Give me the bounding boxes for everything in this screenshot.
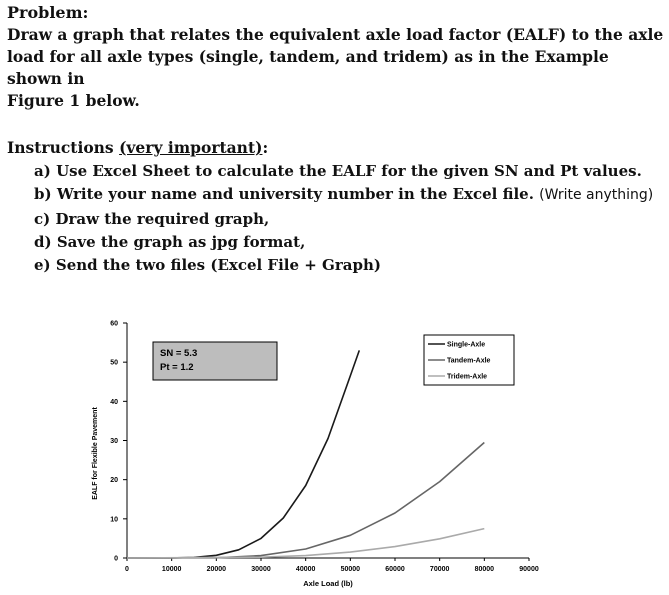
y-tick-label: 30: [110, 438, 118, 445]
item-text: Draw the required graph,: [55, 209, 270, 228]
item-text: Use Excel Sheet to calculate the EALF for the given SN and Pt values.: [56, 162, 642, 180]
x-tick-label: 80000: [474, 566, 495, 573]
item-marker: e): [34, 256, 51, 275]
legend-label: Single-Axle: [447, 341, 486, 349]
item-marker: a): [34, 162, 51, 180]
x-axis-title: Axle Load (lb): [303, 579, 353, 588]
x-tick-label: 70000: [429, 566, 450, 573]
x-tick-label: 60000: [385, 566, 405, 573]
item-marker: c): [34, 209, 51, 228]
problem-line: Figure 1 below.: [7, 91, 140, 110]
legend-label: Tandem-Axle: [447, 357, 491, 365]
problem-heading: Problem:: [7, 3, 89, 22]
x-tick-label: 0: [125, 566, 129, 573]
y-tick-label: 20: [110, 477, 118, 485]
item-text: Save the graph as jpg format,: [56, 232, 306, 251]
instructions-label: Instructions: [7, 138, 114, 157]
x-tick-label: 10000: [161, 566, 182, 573]
item-text: Write your name and university number in the Excel file.: [56, 185, 534, 204]
problem-line: load for all axle types (single, tandem, and tridem) as in the Example shown in: [7, 47, 609, 88]
y-tick-label: 50: [110, 359, 118, 367]
y-tick-label: 40: [110, 398, 118, 406]
series-line: [127, 350, 359, 558]
item-note: (Write anything): [539, 187, 654, 204]
x-tick-label: 20000: [206, 566, 227, 573]
y-tick-label: 0: [114, 555, 118, 563]
instructions-suffix: :: [262, 138, 269, 157]
item-marker: b): [34, 185, 52, 204]
y-tick-label: 60: [110, 320, 118, 328]
item-marker: d): [34, 232, 52, 251]
instructions-emphasis: (very important): [119, 138, 263, 157]
series-line: [127, 529, 484, 558]
legend-label: Tridem-Axle: [447, 373, 488, 381]
x-tick-label: 30000: [251, 566, 271, 573]
y-axis-title: EALF for Flexible Pavement: [92, 407, 99, 500]
x-tick-label: 50000: [340, 566, 361, 573]
item-text: Send the two files (Excel File + Graph): [55, 256, 381, 275]
problem-line: Draw a graph that relates the equivalent axle load factor (EALF) to the axle: [7, 25, 664, 44]
annotation-sn: SN = 5.3: [160, 348, 198, 359]
x-tick-label: 40000: [295, 566, 316, 573]
x-tick-label: 90000: [519, 566, 539, 573]
y-tick-label: 10: [110, 516, 118, 524]
annotation-pt: Pt = 1.2: [160, 362, 194, 373]
